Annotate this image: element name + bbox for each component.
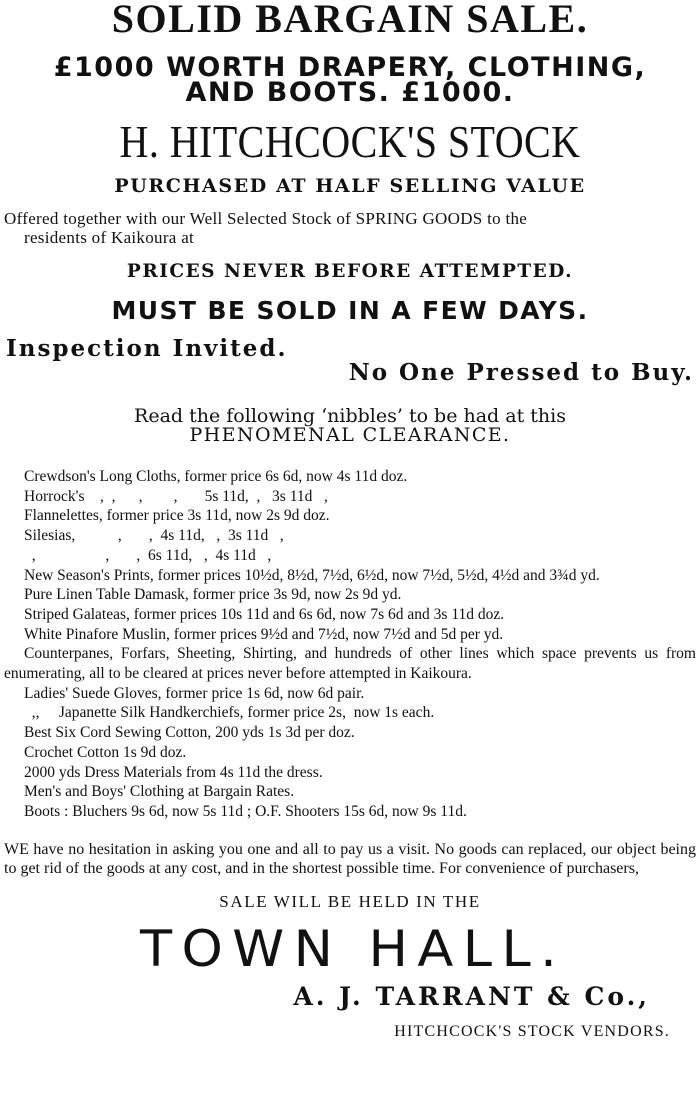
town-hall-title: TOWN HALL. [139, 919, 567, 978]
phenomenal-clearance: PHENOMENAL CLEARANCE. [189, 424, 511, 446]
list-item: White Pinafore Muslin, former prices 9½d and 7½d, now 7½d and 5d per yd. [24, 625, 504, 643]
purchased-line: PURCHASED AT HALF SELLING VALUE [114, 175, 586, 197]
intro-line-1: Offered together with our Well Selected Stock of SPRING GOODS to the [4, 209, 528, 228]
no-one-pressed: No One Pressed to Buy. [348, 359, 694, 386]
list-item-new-season: New Season's Prints, former prices 10½d, 8½d, 7½d, 6½d, now 7½d, 5½d, 4½d and 3¾d yd. [24, 566, 600, 584]
subhead-line-1: £1000 WORTH DRAPERY, CLOTHING, [53, 52, 647, 83]
vendors-line: HITCHCOCK'S STOCK VENDORS. [394, 1022, 670, 1040]
list-item: Pure Linen Table Damask, former price 3s 9d, now 2s 9d yd. [24, 586, 402, 604]
list-item: Ladies' Suede Gloves, former price 1s 6d, now 6d pair. [24, 684, 365, 702]
list-item: Crewdson's Long Cloths, former price 6s 6d, now 4s 11d doz. [24, 468, 408, 485]
prices-never-line: PRICES NEVER BEFORE ATTEMPTED. [126, 261, 574, 282]
read-following-line: Read the following ‘nibbles’ to be had at this [134, 405, 566, 427]
list-item: Horrock's , , , , 5s 11d, , 3s 11d , [24, 487, 328, 505]
tarrant-signature: A. J. TARRANT & Co., [293, 981, 650, 1011]
intro-text [4, 209, 696, 247]
list-item-counterpanes: Counterpanes, Forfars, Sheeting, Shirting, and hundreds of other lines which space prevents us from enumerating, all to be cleared at prices never before attempted in Kaikoura. [4, 645, 696, 683]
subhead-line-2: AND BOOTS. £1000. [185, 77, 515, 108]
list-item: Best Six Cord Sewing Cotton, 200 yds 1s 3d per doz. [24, 724, 355, 742]
list-item: Flannelettes, former price 3s 11d, now 2s 9d doz. [24, 507, 330, 525]
list-item: ,, Japanette Silk Handkerchiefs, former price 2s, now 1s each. [24, 704, 435, 722]
must-be-sold-line: MUST BE SOLD IN A FEW DAYS. [111, 296, 589, 325]
list-item: Striped Galateas, former prices 10s 11d and 6s 6d, now 7s 6d and 3s 11d doz. [24, 605, 505, 623]
list-item: Silesias, , , 4s 11d, , 3s 11d , [24, 527, 284, 545]
stock-title: H. HITCHCOCK'S STOCK [119, 116, 581, 167]
inspection-block [0, 337, 700, 385]
list-item: Crochet Cotton 1s 9d doz. [24, 743, 187, 761]
intro-line-2: residents of Kaikoura at [24, 228, 195, 247]
closing-paragraph: WE have no hesitation in asking you one and all to pay us a visit. No goods can replaced, our object being to get rid of the goods at any cost, and in the shortest possible time. For convenience of purchasers, [4, 840, 696, 877]
price-list [0, 467, 700, 822]
subhead [0, 52, 700, 108]
sale-held-line: SALE WILL BE HELD IN THE [219, 891, 481, 911]
list-item: Boots : Bluchers 9s 6d, now 5s 11d ; O.F. Shooters 15s 6d, now 9s 11d. [24, 802, 467, 820]
inspection-invited: Inspection Invited. [6, 335, 288, 362]
list-item: , , , 6s 11d, , 4s 11d , [24, 546, 272, 564]
read-following-block [0, 407, 700, 445]
headline: SOLID BARGAIN SALE. [111, 0, 589, 41]
list-item: Men's and Boys' Clothing at Bargain Rates. [24, 783, 295, 801]
list-item: 2000 yds Dress Materials from 4s 11d the dress. [24, 763, 323, 781]
